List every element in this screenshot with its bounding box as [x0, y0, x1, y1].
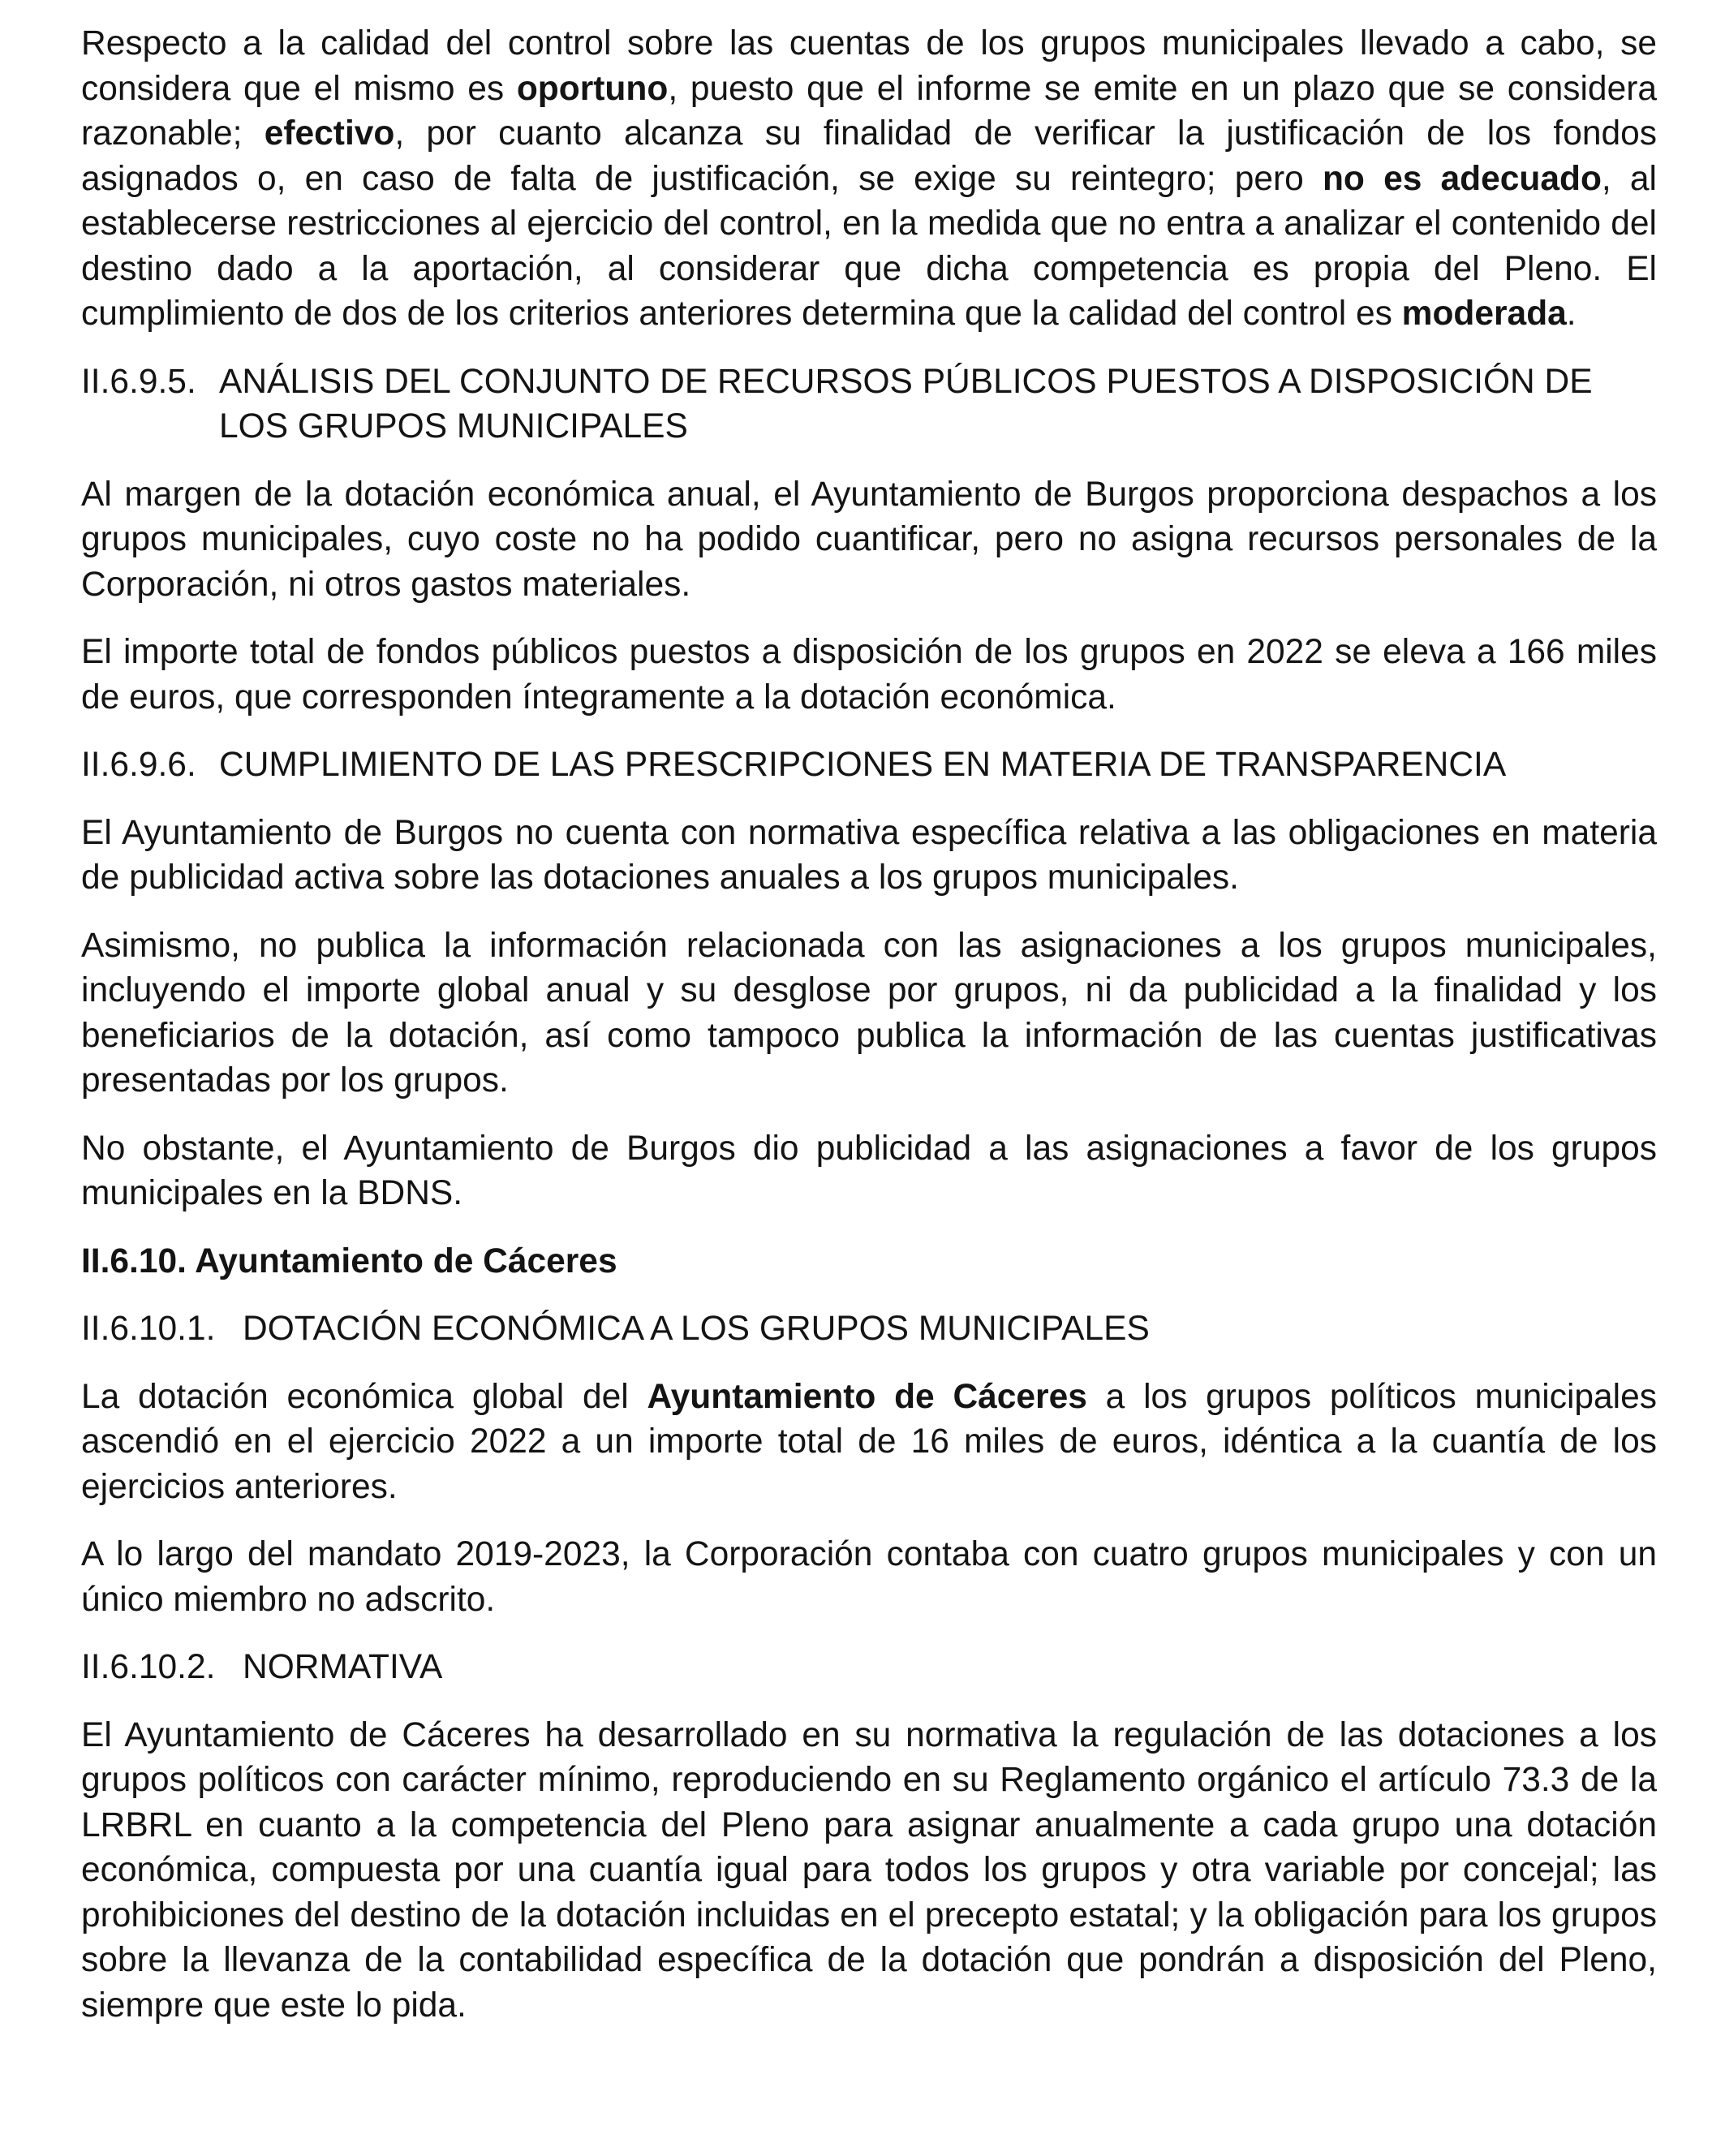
bold-term-oportuno: oportuno: [516, 69, 669, 108]
text-run: , puesto que el informe se emite en un plazo que se considera razonable;: [81, 69, 1657, 153]
paragraph-control-quality: [81, 21, 1657, 337]
subsection-heading-transparency: [81, 742, 1657, 788]
text-run: a los grupos políticos municipales ascendió en el ejercicio 2022 a un importe total de 16 miles de euros, idéntica a la cuantía de los ejercicios anteriores.: [81, 1377, 1657, 1506]
heading-title: NORMATIVA: [243, 1648, 443, 1686]
subsection-heading-allocation: [81, 1306, 1657, 1352]
bold-term-no-adecuado: no es adecuado: [1322, 159, 1602, 198]
bold-term-efectivo: efectivo: [264, 114, 395, 153]
text-run: , al establecerse restricciones al ejercicio del control, en la medida que no entra a analizar el contenido del destino dado a la aportación, al considerar que dicha competencia es propia del Pleno. El cumplimiento de dos de los criterios anteriores determina que la calidad del control es: [81, 159, 1657, 333]
document-page: [81, 21, 1657, 2051]
heading-title: CUMPLIMIENTO DE LAS PRESCRIPCIONES EN MATERIA DE TRANSPARENCIA: [219, 746, 1507, 784]
heading-number: II.6.10.1.: [81, 1310, 216, 1348]
bold-term-ayuntamiento-caceres: Ayuntamiento de Cáceres: [647, 1377, 1087, 1416]
text-run: .: [1566, 295, 1577, 333]
paragraph-normativa: El Ayuntamiento de Cáceres ha desarrollado en su normativa la regulación de las dotaciones a los grupos políticos con carácter mínimo, reproduciendo en su Reglamento orgánico el artículo 73.3 de la LRBRL en cuanto a la competencia del Pleno para asignar anualmente a cada grupo una dotación económica, compuesta por una cuantía igual para todos los grupos y otra variable por concejal; las prohibiciones del destino de la dotación incluidas en el precepto estatal; y la obligación para los grupos sobre la llevanza de la contabilidad específica de la dotación que pondrán a disposición del Pleno, siempre que este lo pida.: [81, 1715, 1657, 2025]
heading-number: II.6.10.2.: [81, 1648, 216, 1686]
text-run: La dotación económica global del: [81, 1377, 647, 1416]
paragraph-no-regulation: El Ayuntamiento de Burgos no cuenta con normativa específica relativa a las obligaciones en materia de publicidad activa sobre las dotaciones anuales a los grupos municipales.: [81, 813, 1657, 897]
bold-term-moderada: moderada: [1401, 295, 1567, 333]
paragraph-offices: Al margen de la dotación económica anual, el Ayuntamiento de Burgos proporciona despachos a los grupos municipales, cuyo coste no ha podido cuantificar, pero no asigna recursos personales de la Corporación, ni otros gastos materiales.: [81, 475, 1657, 604]
paragraph-total-funds: El importe total de fondos públicos puestos a disposición de los grupos en 2022 se eleva a 166 miles de euros, que corresponden íntegramente a la dotación económica.: [81, 633, 1657, 717]
section-heading-caceres: II.6.10. Ayuntamiento de Cáceres: [81, 1242, 617, 1280]
text-run: , por cuanto alcanza su finalidad de verificar la justificación de los fondos asignados o, en caso de falta de justificación, se exige su reintegro; pero: [81, 114, 1657, 198]
heading-title: DOTACIÓN ECONÓMICA A LOS GRUPOS MUNICIPALES: [243, 1310, 1150, 1348]
subsection-heading-normativa: [81, 1645, 1657, 1690]
paragraph-caceres-allocation: [81, 1375, 1657, 1510]
heading-title: ANÁLISIS DEL CONJUNTO DE RECURSOS PÚBLICOS PUESTOS A DISPOSICIÓN DE LOS GRUPOS MUNICIPALES: [219, 362, 1593, 445]
heading-number: II.6.9.6.: [81, 746, 196, 784]
paragraph-bdns: No obstante, el Ayuntamiento de Burgos dio publicidad a las asignaciones a favor de los grupos municipales en la BDNS.: [81, 1129, 1657, 1212]
paragraph-mandate: A lo largo del mandato 2019-2023, la Corporación contaba con cuatro grupos municipales y con un único miembro no adscrito.: [81, 1535, 1657, 1619]
text-run: Respecto a la calidad del control sobre las cuentas de los grupos municipales llevado a cabo, se considera que el mismo es: [81, 24, 1657, 108]
subsection-heading-resources: [81, 359, 1657, 450]
paragraph-no-publication: Asimismo, no publica la información relacionada con las asignaciones a los grupos municipales, incluyendo el importe global anual y su desglose por grupos, ni da publicidad a la finalidad y los beneficiarios de la dotación, así como tampoco publica la información de las cuentas justificativas presentadas por los grupos.: [81, 926, 1657, 1100]
heading-number: II.6.9.5.: [81, 362, 196, 401]
